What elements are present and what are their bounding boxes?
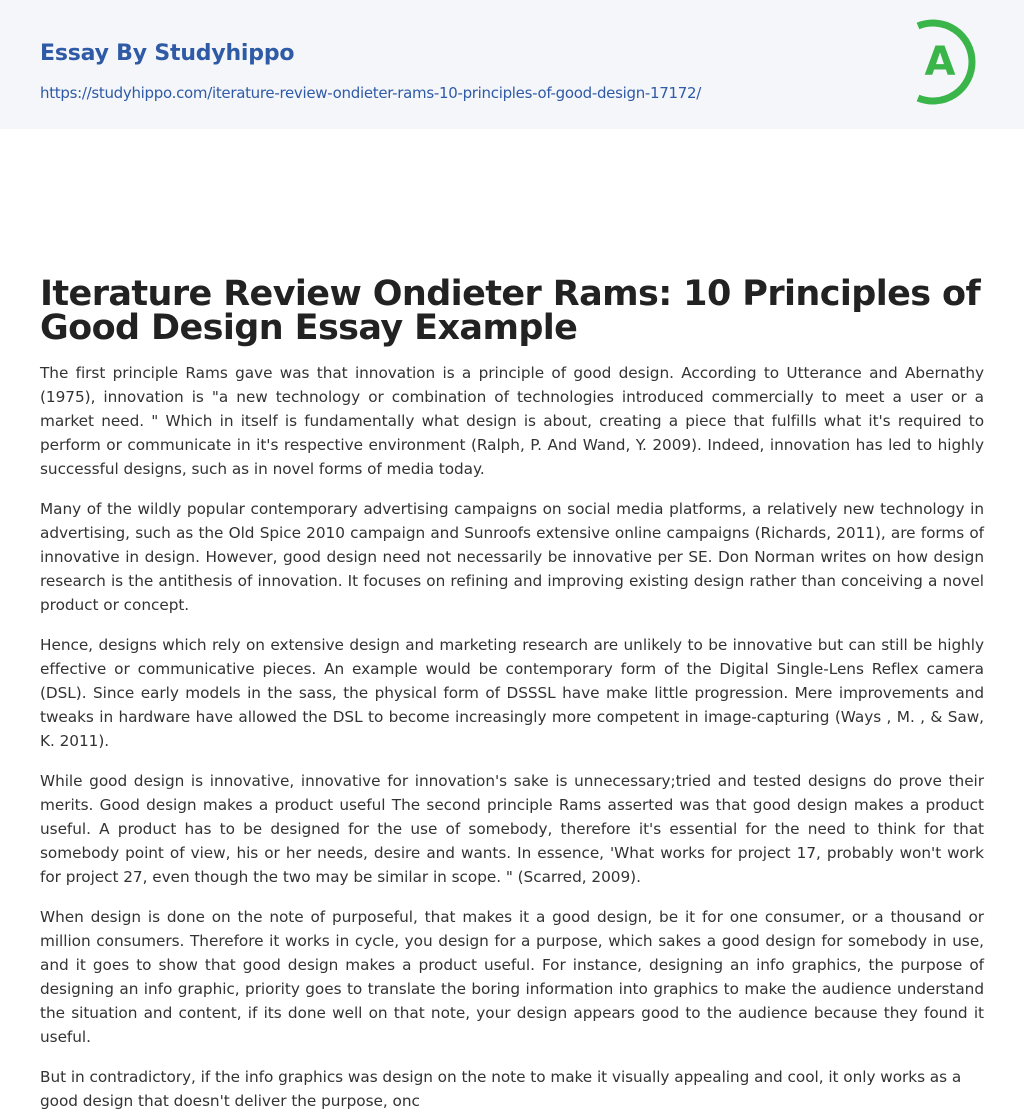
article-title: Iterature Review Ondieter Rams: 10 Principles of Good Design Essay Example [40, 274, 981, 348]
paragraph: The first principle Rams gave was that innovation is a principle of good design. According to Utterance and Abernathy (1975), innovation is "a new technology or combination of technologies introduced commercially to meet a user or a market need. " Which in itself is fundamentally what design is about, creating a piece that fulfills what it's required to perform or communicate in it's respective environment (Ralph, P. And Wand, Y. 2009). Indeed, innovation has led to highly successful designs, such as in novel forms of media today. [40, 364, 984, 478]
article [0, 129, 1024, 1113]
article-body [40, 361, 984, 1113]
logo-letter: A [924, 39, 956, 85]
paragraph: Hence, designs which rely on extensive design and marketing research are unlikely to be innovative but can still be highly effective or communicative pieces. An example would be contemporary form of the Digital Single-Lens Reflex camera (DSL). Since early models in the sass, the physical form of DSSSL have make little progression. Mere improvements and tweaks in hardware have allowed the DSL to become increasingly more competent in image-capturing (Ways , M. , & Saw, K. 2011). [40, 636, 984, 750]
studyhippo-logo-icon[interactable] [908, 17, 990, 107]
paragraph: Many of the wildly popular contemporary advertising campaigns on social media platforms, a relatively new technology in advertising, such as the Old Spice 2010 campaign and Sunroofs extensive online campaigns (Richards, 2011), are forms of innovative in design. However, good design need not necessarily be innovative per SE. Don Norman writes on how design research is the antithesis of innovation. It focuses on refining and improving existing design rather than conceiving a novel product or concept. [40, 500, 984, 614]
site-header [0, 0, 1024, 129]
paragraph: While good design is innovative, innovative for innovation's sake is unnecessary;tried and tested designs do prove their merits. Good design makes a product useful The second principle Rams asserted was that good design makes a product useful. A product has to be designed for the use of somebody, therefore it's essential for the need to think for that somebody point of view, his or her needs, desire and wants. In essence, 'What works for project 17, probably won't work for project 27, even though the two may be similar in scope. " (Scarred, 2009). [40, 772, 984, 886]
paragraph: When design is done on the note of purposeful, that makes it a good design, be it for one consumer, or a thousand or million consumers. Therefore it works in cycle, you design for a purpose, which sakes a good design for somebody in use, and it goes to show that good design makes a product useful. For instance, designing an info graphics, the purpose of designing an info graphic, priority goes to translate the boring information into graphics to make the audience understand the situation and content, if its done well on that note, your design appears good to the audience because they found it useful. [40, 908, 984, 1046]
site-brand[interactable]: Essay By Studyhippo [40, 41, 295, 66]
essay-url-link[interactable]: https://studyhippo.com/iterature-review-ondieter-rams-10-principles-of-good-design-17172/ [40, 84, 701, 102]
paragraph: But in contradictory, if the info graphics was design on the note to make it visually appealing and cool, it only works as a good design that doesn't deliver the purpose, onc [40, 1068, 962, 1110]
